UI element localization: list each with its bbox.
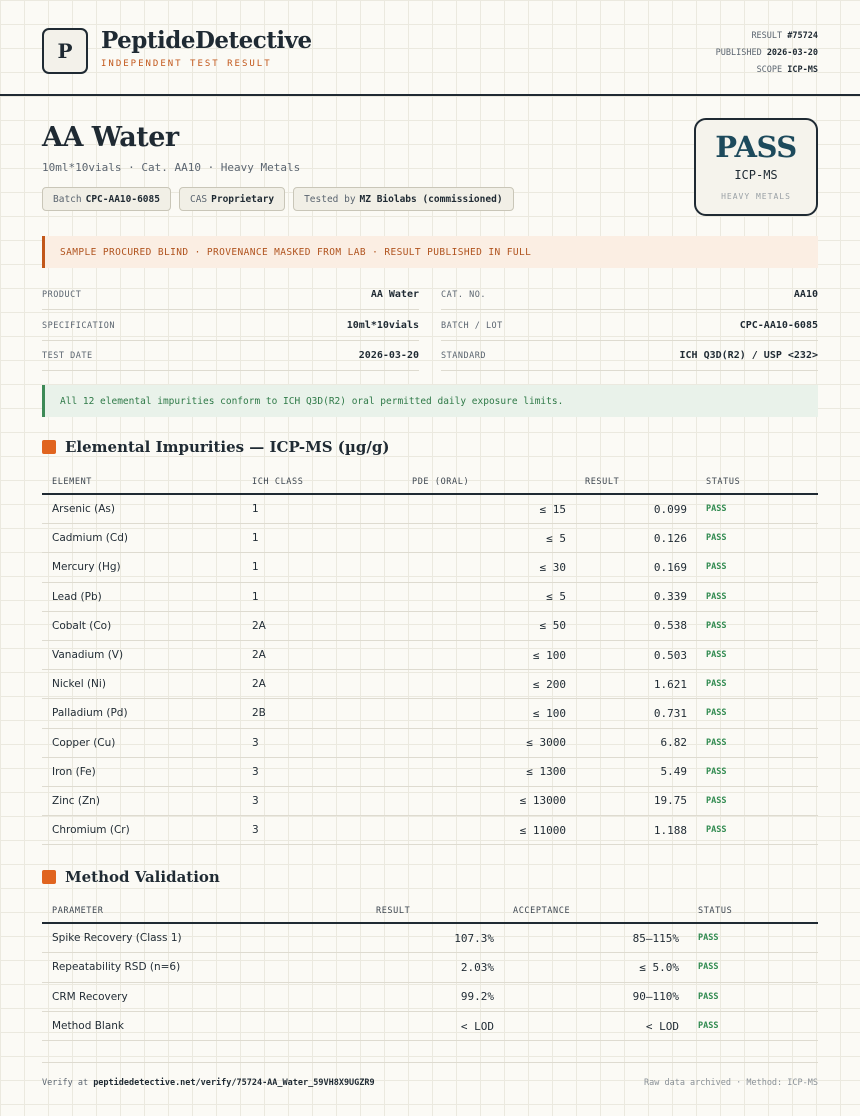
status-badge: PASS	[706, 591, 727, 602]
result-cell: 0.126	[653, 531, 687, 545]
chip-cas	[179, 187, 285, 211]
col-result: RESULT	[376, 906, 411, 916]
meta-published-line	[716, 45, 818, 62]
pde-cell: ≤ 200	[532, 677, 566, 691]
info-label: PRODUCT	[42, 289, 82, 300]
pde-cell: ≤ 11000	[519, 823, 566, 837]
element-cell: Copper (Cu)	[52, 736, 116, 749]
result-cell: 6.82	[660, 736, 687, 750]
status-badge: PASS	[706, 795, 727, 806]
status-badge: PASS	[698, 962, 719, 973]
element-cell: Cobalt (Co)	[52, 619, 112, 632]
meta-result-value: #75724	[787, 31, 818, 41]
status-badge: PASS	[698, 933, 719, 944]
stamp-verdict: PASS	[715, 130, 797, 164]
result-cell: 1.621	[653, 677, 687, 691]
result-cell: 0.099	[653, 502, 687, 516]
status-badge: PASS	[698, 991, 719, 1002]
status-badge: PASS	[706, 679, 727, 690]
impurities-table	[42, 466, 818, 845]
col-pde: PDE (ORAL)	[412, 477, 470, 487]
pde-cell: ≤ 1300	[526, 765, 566, 779]
ich-class-cell: 3	[252, 824, 259, 837]
table-row	[42, 641, 818, 670]
table-row	[42, 553, 818, 582]
pde-cell: ≤ 50	[539, 619, 566, 633]
report-header	[0, 0, 860, 96]
info-value: 10ml*10vials	[346, 320, 419, 331]
verify-prefix: Verify at	[42, 1078, 89, 1088]
result-meta	[716, 28, 818, 79]
ich-class-cell: 1	[252, 561, 259, 574]
status-badge: PASS	[706, 533, 727, 544]
info-value: AA10	[793, 289, 818, 300]
ich-class-cell: 2A	[252, 619, 266, 632]
ich-class-cell: 2A	[252, 678, 266, 691]
section-marker-icon	[42, 870, 56, 884]
pde-cell: ≤ 15	[539, 502, 566, 516]
meta-published-value: 2026-03-20	[766, 48, 818, 58]
chip-label: CAS	[189, 193, 208, 205]
result-cell: 0.339	[653, 590, 687, 604]
ich-class-cell: 1	[252, 503, 259, 516]
ich-class-cell: 1	[252, 532, 259, 545]
acceptance-cell: 90–110%	[632, 990, 679, 1004]
parameter-cell: Repeatability RSD (n=6)	[52, 961, 181, 974]
conformity-banner: All 12 elemental impurities conform to ICH Q3D(R2) oral permitted daily exposure limits.	[42, 385, 818, 417]
result-cell: 0.169	[653, 560, 687, 574]
table-row	[42, 1012, 818, 1041]
element-cell: Chromium (Cr)	[52, 824, 130, 837]
report-footer	[42, 1062, 818, 1102]
result-cell: 0.538	[653, 619, 687, 633]
table-row	[42, 583, 818, 612]
info-label: TEST DATE	[42, 350, 93, 361]
col-result: RESULT	[585, 477, 620, 487]
info-label: CAT. NO.	[441, 289, 486, 300]
brand-tagline: INDEPENDENT TEST RESULT	[101, 59, 272, 69]
verify-line	[42, 1078, 375, 1088]
info-label: STANDARD	[441, 350, 486, 361]
status-badge: PASS	[706, 766, 727, 777]
table-row	[42, 787, 818, 816]
info-value: ICH Q3D(R2) / USP <232>	[679, 350, 818, 361]
status-badge: PASS	[706, 708, 727, 719]
stamp-method: ICP-MS	[734, 168, 778, 182]
table-row	[42, 983, 818, 1012]
pde-cell: ≤ 100	[532, 648, 566, 662]
acceptance-cell: < LOD	[645, 1019, 679, 1033]
element-cell: Zinc (Zn)	[52, 794, 100, 807]
status-badge: PASS	[706, 562, 727, 573]
info-value: 2026-03-20	[358, 350, 419, 361]
chip-value: Proprietary	[211, 193, 275, 205]
result-cell: 107.3%	[454, 931, 494, 945]
meta-scope-label: SCOPE	[756, 65, 783, 75]
ich-class-cell: 1	[252, 590, 259, 603]
meta-published-label: PUBLISHED	[715, 48, 762, 58]
stamp-scope: HEAVY METALS	[721, 192, 791, 201]
element-cell: Iron (Fe)	[52, 765, 96, 778]
brand-name[interactable]: PeptideDetective	[101, 27, 312, 54]
table-row	[42, 729, 818, 758]
info-batch-lot	[441, 311, 818, 341]
status-badge: PASS	[698, 1021, 719, 1032]
ich-class-cell: 3	[252, 736, 259, 749]
blind-procurement-banner: SAMPLE PROCURED BLIND · PROVENANCE MASKED FROM LAB · RESULT PUBLISHED IN FULL	[42, 236, 818, 268]
result-cell: 5.49	[660, 765, 687, 779]
acceptance-cell: 85–115%	[632, 931, 679, 945]
pass-stamp	[694, 118, 818, 216]
acceptance-cell: ≤ 5.0%	[639, 960, 679, 974]
table-row	[42, 816, 818, 845]
product-chips	[42, 187, 514, 211]
ich-class-cell: 2B	[252, 707, 266, 720]
impurities-section-header	[42, 438, 389, 456]
pde-cell: ≤ 100	[532, 706, 566, 720]
status-badge: PASS	[706, 504, 727, 515]
col-ich-class: ICH CLASS	[252, 477, 304, 487]
brand-logo[interactable]: P	[42, 28, 88, 74]
meta-result-label: RESULT	[751, 31, 783, 41]
table-row	[42, 670, 818, 699]
parameter-cell: CRM Recovery	[52, 990, 128, 1003]
archive-note: Raw data archived · Method: ICP-MS	[644, 1078, 818, 1088]
impurities-section-title: Elemental Impurities — ICP-MS (µg/g)	[65, 438, 390, 456]
validation-section-title: Method Validation	[65, 868, 220, 886]
element-cell: Vanadium (V)	[52, 649, 124, 662]
info-standard	[441, 341, 818, 371]
table-row	[42, 699, 818, 728]
table-row	[42, 953, 818, 982]
verify-link[interactable]: peptidedetective.net/verify/75724-AA_Water_59VH8X9UGZR9	[93, 1078, 375, 1088]
product-title: AA Water	[42, 122, 179, 153]
ich-class-cell: 3	[252, 794, 259, 807]
ich-class-cell: 2A	[252, 649, 266, 662]
element-cell: Cadmium (Cd)	[52, 532, 128, 545]
impurities-table-body	[42, 495, 818, 845]
meta-result-line	[716, 28, 818, 45]
result-cell: 1.188	[653, 823, 687, 837]
info-cat-no	[441, 280, 818, 310]
table-row	[42, 495, 818, 524]
product-subtitle: 10ml*10vials · Cat. AA10 · Heavy Metals	[42, 161, 301, 174]
chip-value: MZ Biolabs (commissioned)	[359, 193, 503, 205]
info-product	[42, 280, 419, 310]
pde-cell: ≤ 13000	[519, 794, 566, 808]
chip-value: CPC-AA10-6085	[85, 193, 160, 205]
col-status: STATUS	[698, 906, 733, 916]
info-test-date	[42, 341, 419, 371]
result-cell: 2.03%	[460, 960, 494, 974]
info-label: SPECIFICATION	[42, 320, 116, 331]
chip-tested-by	[293, 187, 513, 211]
result-cell: 0.731	[653, 706, 687, 720]
element-cell: Nickel (Ni)	[52, 678, 106, 691]
pde-cell: ≤ 30	[539, 560, 566, 574]
table-row	[42, 924, 818, 953]
col-acceptance: ACCEPTANCE	[513, 906, 571, 916]
result-cell: 99.2%	[460, 990, 494, 1004]
pde-cell: ≤ 5	[546, 531, 566, 545]
validation-section-header	[42, 868, 220, 886]
validation-table-header	[42, 895, 818, 924]
element-cell: Palladium (Pd)	[52, 707, 128, 720]
pde-cell: ≤ 5	[546, 590, 566, 604]
col-parameter: PARAMETER	[52, 906, 104, 916]
parameter-cell: Method Blank	[52, 1020, 125, 1033]
chip-label: Tested by	[304, 193, 356, 205]
status-badge: PASS	[706, 737, 727, 748]
col-element: ELEMENT	[52, 477, 93, 487]
table-row	[42, 758, 818, 787]
info-specification	[42, 311, 419, 341]
impurities-table-header	[42, 466, 818, 495]
result-cell: < LOD	[460, 1019, 494, 1033]
chip-label: Batch	[53, 193, 82, 205]
table-row	[42, 524, 818, 553]
info-label: BATCH / LOT	[441, 320, 503, 331]
parameter-cell: Spike Recovery (Class 1)	[52, 932, 182, 945]
info-value: AA Water	[370, 289, 419, 300]
status-badge: PASS	[706, 650, 727, 661]
result-cell: 0.503	[653, 648, 687, 662]
table-row	[42, 612, 818, 641]
result-cell: 19.75	[653, 794, 687, 808]
info-value: CPC-AA10-6085	[739, 320, 818, 331]
element-cell: Arsenic (As)	[52, 503, 115, 516]
status-badge: PASS	[706, 825, 727, 836]
status-badge: PASS	[706, 620, 727, 631]
pde-cell: ≤ 3000	[526, 736, 566, 750]
element-cell: Lead (Pb)	[52, 590, 102, 603]
col-status: STATUS	[706, 477, 741, 487]
section-marker-icon	[42, 440, 56, 454]
chip-batch	[42, 187, 171, 211]
element-cell: Mercury (Hg)	[52, 561, 121, 574]
validation-table-body	[42, 924, 818, 1041]
meta-scope-line	[716, 62, 818, 79]
ich-class-cell: 3	[252, 765, 259, 778]
meta-scope-value: ICP-MS	[787, 65, 818, 75]
validation-table	[42, 895, 818, 1041]
